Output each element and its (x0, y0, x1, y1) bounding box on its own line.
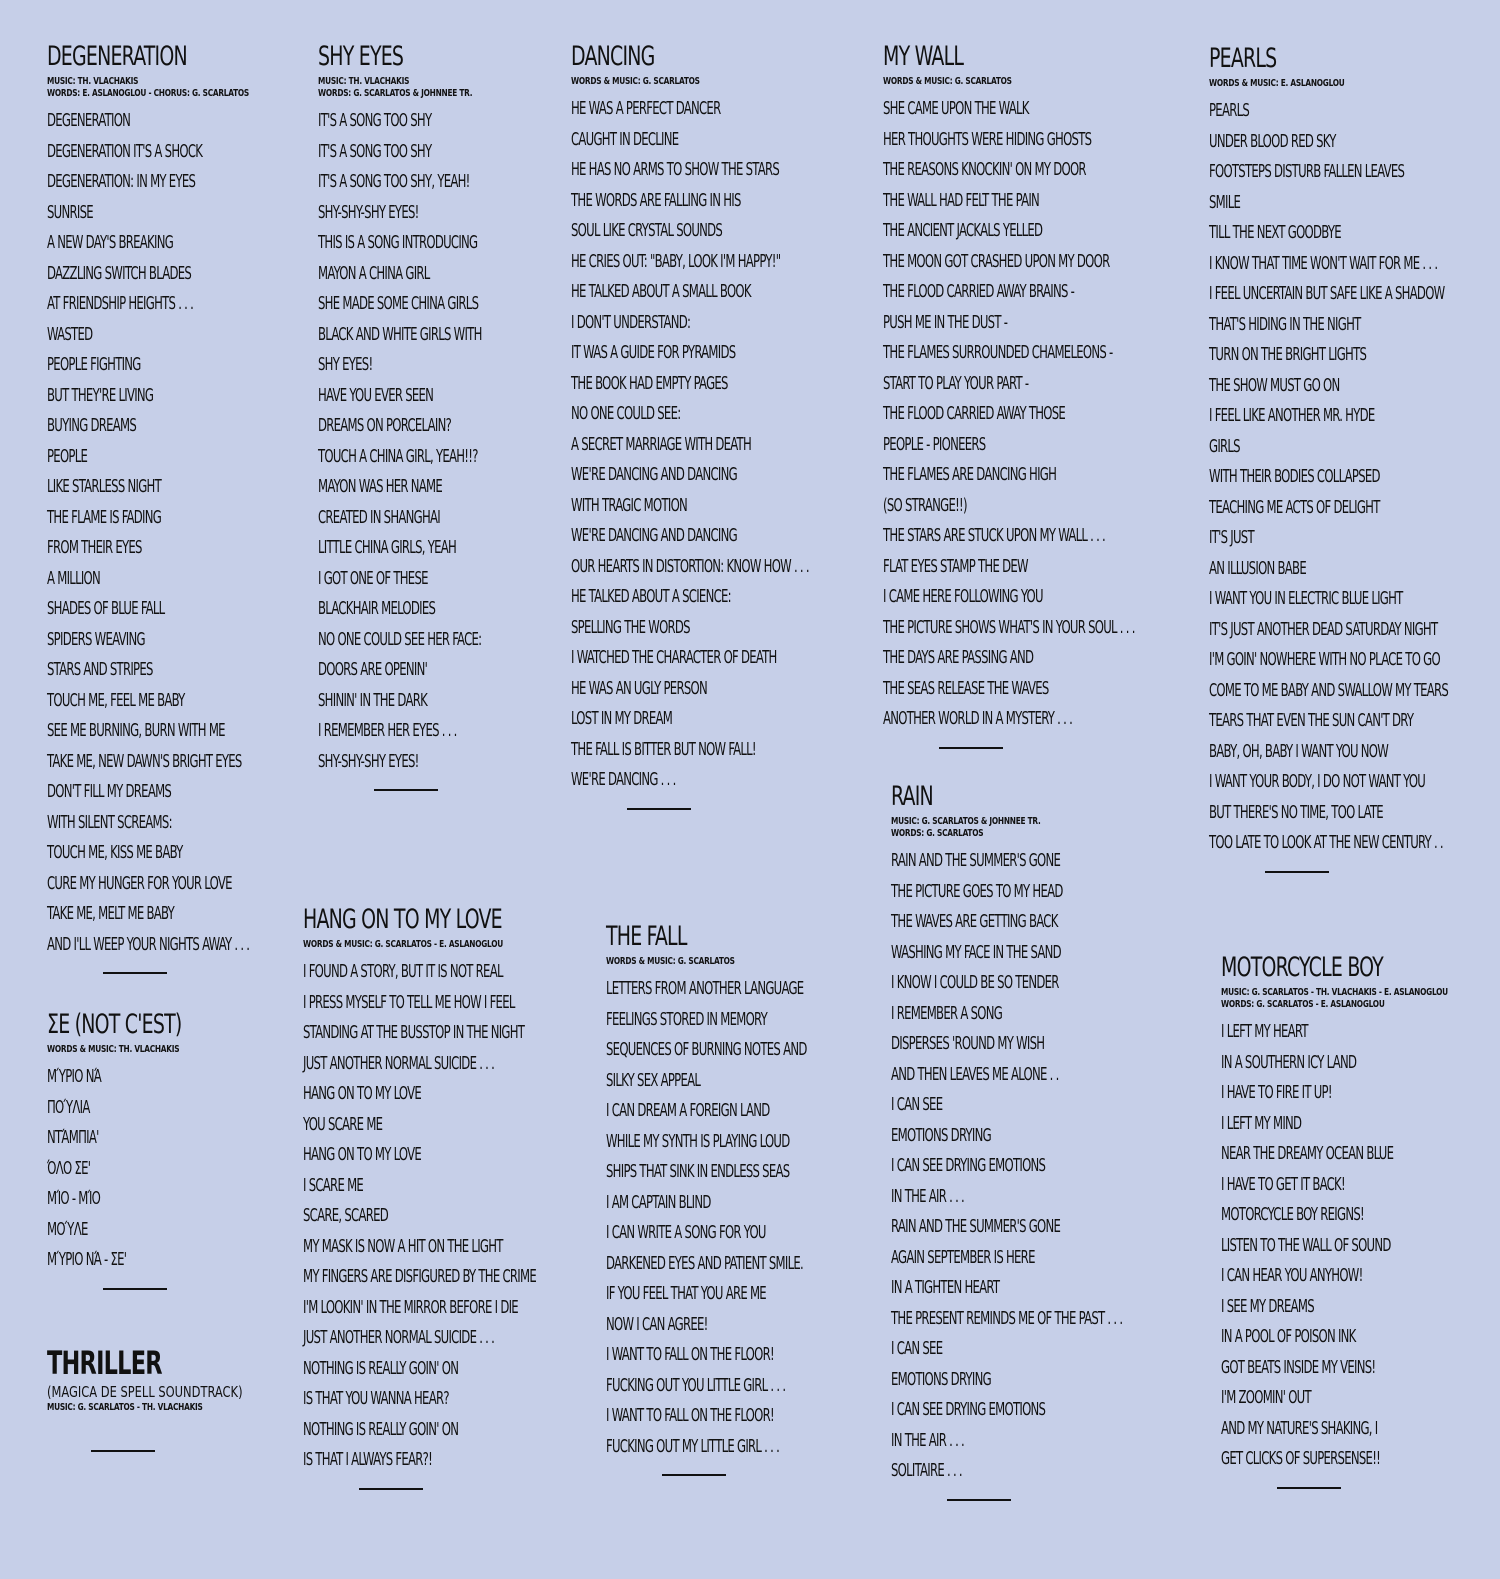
lyric-line: DEGENERATION (47, 110, 131, 131)
lyric-line: I'M LOOKIN' IN THE MIRROR BEFORE I DIE (303, 1296, 518, 1318)
lyric-line: DEGENERATION: IN MY EYES (47, 171, 196, 192)
lyric-line: NOTHING IS REALLY GOIN' ON (303, 1418, 459, 1440)
lyric-line: CREATED IN SHANGHAI (318, 506, 441, 528)
lyric-line: THE BOOK HAD EMPTY PAGES (571, 372, 728, 394)
lyric-line: TEACHING ME ACTS OF DELIGHT (1209, 496, 1380, 518)
lyric-line: HE WAS AN UGLY PERSON (571, 677, 707, 699)
lyric-line: WITH THEIR BODIES COLLAPSED (1209, 466, 1380, 487)
lyric-line: TOO LATE TO LOOK AT THE NEW CENTURY . . (1209, 832, 1443, 853)
lyric-line: I KNOW THAT TIME WON'T WAIT FOR ME . . . (1209, 252, 1438, 274)
lyric-line: A NEW DAY'S BREAKING (47, 232, 174, 253)
lyric-line: OUR HEARTS IN DISTORTION: KNOW HOW . . . (571, 555, 809, 577)
lyric-line: SEE ME BURNING, BURN WITH ME (47, 720, 225, 741)
lyric-line: WE'RE DANCING AND DANCING (571, 464, 737, 485)
lyric-line: A MILLION (47, 567, 101, 589)
song-thriller (47, 1346, 277, 1452)
credit-line: MUSIC: G. SCARLATOS & JOHNNEE TR. (891, 816, 1041, 827)
lyric-line: IT WAS A GUIDE FOR PYRAMIDS (571, 342, 736, 363)
lyric-line: NO ONE COULD SEE HER FACE: (318, 628, 482, 650)
lyric-line: I LEFT MY MIND (1221, 1112, 1302, 1134)
lyric-line: I SCARE ME (303, 1174, 364, 1196)
lyric-line: IN THE AIR . . . (891, 1185, 965, 1207)
lyric-line: SHE MADE SOME CHINA GIRLS (318, 293, 479, 314)
lyric-line: PEOPLE FIGHTING (47, 354, 141, 375)
lyrics (1209, 96, 1500, 859)
lyric-line: I SEE MY DREAMS (1221, 1295, 1314, 1317)
section-divider (359, 1488, 423, 1490)
lyric-line: MY FINGERS ARE DISFIGURED BY THE CRIME (303, 1266, 536, 1287)
lyric-line: FUCKING OUT YOU LITTLE GIRL . . . (606, 1374, 786, 1396)
section-divider (662, 1474, 726, 1476)
lyric-line: BUYING DREAMS (47, 415, 137, 436)
lyric-line: STARS AND STRIPES (47, 659, 153, 680)
song-title: RAIN (891, 781, 933, 812)
credit-line: MUSIC: G. SCARLATOS - TH. VLACHAKIS - E. ASLANOGLOU (1221, 987, 1448, 998)
lyric-line: NOTHING IS REALLY GOIN' ON (303, 1357, 459, 1379)
lyric-line: IT'S JUST ANOTHER DEAD SATURDAY NIGHT (1209, 618, 1438, 640)
lyric-line: WITH TRAGIC MOTION (571, 494, 688, 516)
lyric-line: IS THAT I ALWAYS FEAR?! (303, 1449, 433, 1470)
lyric-line: EMOTIONS DRYING (891, 1124, 991, 1146)
lyric-line: I AM CAPTAIN BLIND (606, 1191, 711, 1213)
lyric-line: THE FLAMES SURROUNDED CHAMELEONS - (883, 342, 1113, 363)
lyric-line: HER THOUGHTS WERE HIDING GHOSTS (883, 128, 1092, 150)
lyric-line: AND I'LL WEEP YOUR NIGHTS AWAY . . . (47, 933, 250, 955)
lyric-line: RAIN AND THE SUMMER'S GONE (891, 850, 1061, 871)
credit-line: WORDS & MUSIC: G. SCARLATOS - E. ASLANOGLOU (303, 939, 503, 950)
lyric-line: JUST ANOTHER NORMAL SUICIDE . . . (303, 1052, 495, 1074)
lyric-line: RAIN AND THE SUMMER'S GONE (891, 1216, 1061, 1237)
lyric-line: I LEFT MY HEART (1221, 1021, 1308, 1042)
lyric-line: AND THEN LEAVES ME ALONE . . (891, 1063, 1059, 1085)
lyric-line: THE WAVES ARE GETTING BACK (891, 911, 1058, 932)
lyric-line: I'M ZOOMIN' OUT (1221, 1387, 1311, 1408)
section-divider (103, 972, 167, 974)
song-title: ΣΕ (NOT C'EST) (47, 1009, 182, 1040)
lyric-line: FEELINGS STORED IN MEMORY (606, 1008, 767, 1030)
lyric-line: BLACKHAIR MELODIES (318, 598, 436, 619)
section-divider (91, 1450, 155, 1452)
lyric-line: I CAN SEE (891, 1338, 943, 1359)
lyric-line: MY MASK IS NOW A HIT ON THE LIGHT (303, 1235, 503, 1257)
lyric-line: ΌΛΟ ΣΕ' (47, 1157, 91, 1179)
lyric-line: SHY-SHY-SHY EYES! (318, 750, 419, 772)
lyric-line: NOW I CAN AGREE! (606, 1313, 708, 1335)
song-title: MOTORCYCLE BOY (1221, 952, 1383, 983)
lyric-line: THE WORDS ARE FALLING IN HIS (571, 189, 741, 211)
lyrics (47, 106, 328, 960)
lyric-line: DAZZLING SWITCH BLADES (47, 262, 192, 284)
lyric-line: PEOPLE - PIONEERS (883, 433, 986, 455)
lyric-line: STANDING AT THE BUSSTOP IN THE NIGHT (303, 1022, 525, 1043)
lyric-line: I CAN SEE (891, 1094, 943, 1115)
song-title: SHY EYES (318, 41, 404, 72)
lyric-line: TURN ON THE BRIGHT LIGHTS (1209, 344, 1367, 365)
lyric-line: THE WALL HAD FELT THE PAIN (883, 189, 1040, 211)
credit-line: WORDS & MUSIC: G. SCARLATOS (606, 956, 735, 967)
lyric-line: SOUL LIKE CRYSTAL SOUNDS (571, 220, 723, 241)
lyric-line: THAT'S HIDING IN THE NIGHT (1209, 313, 1361, 335)
lyric-line: IT'S A SONG TOO SHY (318, 110, 432, 131)
song-credits (47, 1044, 219, 1056)
lyric-line: SPELLING THE WORDS (571, 616, 690, 638)
lyric-line: THE FLOOD CARRIED AWAY THOSE (883, 403, 1066, 424)
lyric-line: ΜΎΡΙΟ ΝΆ - ΣΕ' (47, 1249, 127, 1270)
credit-line: WORDS: G. SCARLATOS - E. ASLANOGLOU (1221, 999, 1385, 1010)
lyric-line: I WANT YOU IN ELECTRIC BLUE LIGHT (1209, 588, 1403, 609)
lyric-line: I FEEL LIKE ANOTHER MR. HYDE (1209, 405, 1375, 426)
lyric-line: ΜΎΡΙΟ ΝΆ (47, 1066, 102, 1087)
lyric-line: SHE CAME UPON THE WALK (883, 98, 1029, 119)
lyric-line: PEARLS (1209, 100, 1250, 121)
lyric-line: TOUCH ME, FEEL ME BABY (47, 689, 185, 711)
song-se-not-cest (47, 1008, 219, 1290)
lyric-line: I DON'T UNDERSTAND: (571, 311, 691, 333)
lyrics (571, 94, 901, 796)
lyrics (303, 957, 627, 1476)
lyric-line: THE SHOW MUST GO ON (1209, 374, 1340, 396)
song-title: PEARLS (1209, 43, 1277, 74)
song-credits (606, 956, 885, 968)
lyric-line: ΜΟΎΛΕ (47, 1218, 88, 1240)
section-divider (103, 1288, 167, 1290)
lyric-line: THE MOON GOT CRASHED UPON MY DOOR (883, 250, 1110, 272)
lyric-line: WITH SILENT SCREAMS: (47, 811, 172, 833)
lyric-line: WHILE MY SYNTH IS PLAYING LOUD (606, 1130, 790, 1152)
lyric-line: FOOTSTEPS DISTURB FALLEN LEAVES (1209, 161, 1405, 182)
lyric-line: IS THAT YOU WANNA HEAR? (303, 1388, 449, 1409)
song-hang-on-to-my-love (303, 903, 627, 1490)
credit-line: WORDS & MUSIC: G. SCARLATOS (883, 76, 1012, 87)
lyric-line: IN A SOUTHERN ICY LAND (1221, 1051, 1357, 1073)
credit-line: MUSIC: TH. VLACHAKIS (47, 76, 139, 87)
lyric-line: I FOUND A STORY, BUT IT IS NOT REAL (303, 961, 503, 982)
lyrics (318, 106, 545, 777)
song-credits (47, 1402, 277, 1414)
lyric-line: SCARE, SCARED (303, 1205, 389, 1226)
lyric-line: IT'S A SONG TOO SHY, YEAH! (318, 171, 470, 192)
lyric-line: FROM THEIR EYES (47, 537, 142, 558)
song-rain (891, 780, 1212, 1501)
lyric-line: (SO STRANGE!!) (883, 494, 967, 516)
lyric-line: I WANT YOUR BODY, I DO NOT WANT YOU (1209, 771, 1426, 792)
song-dancing (571, 40, 901, 810)
lyric-line: I CAN SEE DRYING EMOTIONS (891, 1399, 1046, 1420)
lyric-line: WE'RE DANCING . . . (571, 769, 676, 790)
lyric-line: THE SEAS RELEASE THE WAVES (883, 677, 1049, 699)
lyric-line: LIKE STARLESS NIGHT (47, 476, 162, 497)
lyric-line: DON'T FILL MY DREAMS (47, 781, 172, 802)
lyric-line: THIS IS A SONG INTRODUCING (318, 232, 478, 253)
lyric-line: TOUCH A CHINA GIRL, YEAH!!? (318, 445, 478, 467)
lyric-line: HE HAS NO ARMS TO SHOW THE STARS (571, 159, 780, 180)
lyric-line: ΝΤΆΜΠΙΑ' (47, 1127, 99, 1148)
lyric-line: THE PICTURE SHOWS WHAT'S IN YOUR SOUL . . . (883, 616, 1135, 638)
lyric-line: SHY-SHY-SHY EYES! (318, 201, 419, 223)
lyric-line: DARKENED EYES AND PATIENT SMILE. (606, 1252, 803, 1274)
lyric-line: I WATCHED THE CHARACTER OF DEATH (571, 647, 777, 668)
song-the-fall (606, 920, 885, 1476)
lyric-line: SHININ' IN THE DARK (318, 689, 428, 711)
lyric-line: GOT BEATS INSIDE MY VEINS! (1221, 1356, 1376, 1378)
lyric-line: BABY, OH, BABY I WANT YOU NOW (1209, 740, 1389, 762)
song-title: MY WALL (883, 41, 964, 72)
lyric-line: IN A POOL OF POISON INK (1221, 1326, 1356, 1347)
lyric-line: I GOT ONE OF THESE (318, 567, 428, 589)
lyric-line: I CAN HEAR YOU ANYHOW! (1221, 1265, 1363, 1286)
lyric-line: THE PRESENT REMINDS ME OF THE PAST . . . (891, 1307, 1123, 1329)
section-divider (947, 1499, 1011, 1501)
lyric-line: I PRESS MYSELF TO TELL ME HOW I FEEL (303, 991, 515, 1013)
lyric-line: SOLITAIRE . . . (891, 1460, 962, 1481)
song-title: DEGENERATION (47, 41, 187, 72)
lyric-line: BLACK AND WHITE GIRLS WITH (318, 323, 482, 345)
lyric-line: NO ONE COULD SEE: (571, 403, 681, 424)
lyric-line: I FEEL UNCERTAIN BUT SAFE LIKE A SHADOW (1209, 283, 1445, 304)
lyric-line: WASHING MY FACE IN THE SAND (891, 941, 1061, 963)
lyric-line: LETTERS FROM ANOTHER LANGUAGE (606, 978, 804, 999)
lyric-line: IN A TIGHTEN HEART (891, 1277, 1000, 1298)
lyrics (47, 1062, 219, 1276)
lyrics (1221, 1017, 1498, 1475)
song-title: THRILLER (47, 1344, 162, 1382)
lyric-line: THE FALL IS BITTER BUT NOW FALL! (571, 738, 756, 760)
lyric-line: TILL THE NEXT GOODBYE (1209, 222, 1341, 243)
lyric-line: I WANT TO FALL ON THE FLOOR! (606, 1405, 774, 1426)
lyric-line: SHY EYES! (318, 354, 373, 375)
lyric-line: SHIPS THAT SINK IN ENDLESS SEAS (606, 1161, 790, 1182)
song-pearls (1209, 42, 1500, 873)
lyric-line: HE WAS A PERFECT DANCER (571, 98, 721, 119)
song-credits (883, 76, 1233, 88)
lyric-line: BUT THERE'S NO TIME, TOO LATE (1209, 801, 1383, 823)
lyric-line: SEQUENCES OF BURNING NOTES AND (606, 1039, 807, 1060)
song-credits (47, 76, 328, 100)
lyric-line: AN ILLUSION BABE (1209, 557, 1306, 579)
lyric-line: MOTORCYCLE BOY REIGNS! (1221, 1204, 1364, 1225)
lyric-line: DEGENERATION IT'S A SHOCK (47, 140, 203, 162)
lyric-line: IT'S A SONG TOO SHY (318, 140, 432, 162)
lyric-line: COME TO ME BABY AND SWALLOW MY TEARS (1209, 679, 1449, 701)
lyric-line: THE FLOOD CARRIED AWAY BRAINS - (883, 281, 1075, 302)
lyric-line: HANG ON TO MY LOVE (303, 1144, 422, 1165)
lyric-line: A SECRET MARRIAGE WITH DEATH (571, 433, 751, 455)
lyric-line: MAYON A CHINA GIRL (318, 262, 430, 284)
lyric-line: IF YOU FEEL THAT YOU ARE ME (606, 1283, 766, 1304)
lyric-line: GIRLS (1209, 435, 1240, 457)
lyric-line: JUST ANOTHER NORMAL SUICIDE . . . (303, 1327, 495, 1348)
lyric-line: UNDER BLOOD RED SKY (1209, 130, 1336, 152)
lyric-line: HANG ON TO MY LOVE (303, 1083, 422, 1104)
lyric-line: HE CRIES OUT: "BABY, LOOK I'M HAPPY!" (571, 250, 781, 272)
lyric-line: THE DAYS ARE PASSING AND (883, 647, 1034, 668)
lyric-line: EMOTIONS DRYING (891, 1368, 991, 1390)
lyric-line: HE TALKED ABOUT A SMALL BOOK (571, 281, 751, 302)
lyric-line: IN THE AIR . . . (891, 1429, 965, 1451)
lyric-line: HAVE YOU EVER SEEN (318, 384, 434, 406)
song-credits (1209, 78, 1500, 90)
section-divider (939, 747, 1003, 749)
credit-line: WORDS & MUSIC: TH. VLACHAKIS (47, 1044, 180, 1055)
lyric-line: LITTLE CHINA GIRLS, YEAH (318, 537, 457, 558)
lyric-line: GET CLICKS OF SUPERSENSE!! (1221, 1448, 1381, 1469)
song-shy-eyes (318, 40, 545, 791)
song-credits (891, 816, 1212, 840)
lyrics (883, 94, 1233, 735)
song-title: HANG ON TO MY LOVE (303, 904, 502, 935)
lyric-line: PEOPLE (47, 445, 88, 467)
lyric-line: I CAN SEE DRYING EMOTIONS (891, 1155, 1046, 1176)
song-my-wall (883, 40, 1233, 749)
lyric-line: AND MY NATURE'S SHAKING, I (1221, 1417, 1378, 1439)
song-credits (571, 76, 901, 88)
lyric-line: I HAVE TO GET IT BACK! (1221, 1173, 1345, 1195)
lyric-line: CURE MY HUNGER FOR YOUR LOVE (47, 872, 232, 894)
section-divider (1265, 871, 1329, 873)
song-credits (318, 76, 545, 100)
lyric-line: I REMEMBER A SONG (891, 1002, 1003, 1024)
song-title: DANCING (571, 41, 655, 72)
credit-line: MUSIC: G. SCARLATOS - TH. VLACHAKIS (47, 1402, 203, 1413)
song-motorcycle-boy (1221, 951, 1498, 1489)
lyric-line: THE STARS ARE STUCK UPON MY WALL . . . (883, 525, 1106, 546)
lyric-line: THE FLAME IS FADING (47, 506, 162, 528)
song-credits (303, 939, 627, 951)
lyric-line: NEAR THE DREAMY OCEAN BLUE (1221, 1143, 1394, 1164)
lyric-line: SPIDERS WEAVING (47, 628, 145, 650)
lyric-line: HE TALKED ABOUT A SCIENCE: (571, 586, 731, 607)
credit-line: WORDS & MUSIC: G. SCARLATOS (571, 76, 700, 87)
lyrics (606, 974, 885, 1462)
credit-line: WORDS: G. SCARLATOS & JOHNNEE TR. (318, 88, 473, 99)
lyric-line: WE'RE DANCING AND DANCING (571, 525, 737, 546)
lyric-line: LISTEN TO THE WALL OF SOUND (1221, 1234, 1391, 1256)
lyric-line: DREAMS ON PORCELAIN? (318, 415, 452, 436)
lyric-line: I'M GOIN' NOWHERE WITH NO PLACE TO GO (1209, 649, 1440, 670)
lyric-line: LOST IN MY DREAM (571, 708, 673, 729)
lyric-line: ΠΟΎΛΙΑ (47, 1096, 90, 1118)
song-credits (1221, 987, 1498, 1011)
song-degeneration (47, 40, 328, 974)
lyric-line: START TO PLAY YOUR PART - (883, 372, 1029, 394)
lyric-line: SILKY SEX APPEAL (606, 1069, 701, 1091)
lyric-line: I REMEMBER HER EYES . . . (318, 720, 457, 741)
lyric-line: PUSH ME IN THE DUST - (883, 311, 1008, 333)
credit-line: MUSIC: TH. VLACHAKIS (318, 76, 410, 87)
lyric-line: DOORS ARE OPENIN' (318, 659, 428, 680)
lyric-line: IT'S JUST (1209, 527, 1254, 548)
lyric-line: MAYON WAS HER NAME (318, 476, 443, 497)
lyric-line: WASTED (47, 323, 93, 345)
lyric-line: FUCKING OUT MY LITTLE GIRL . . . (606, 1435, 780, 1457)
lyric-line: ΜΊΟ - ΜΊΟ (47, 1188, 101, 1209)
lyric-line: TEARS THAT EVEN THE SUN CAN'T DRY (1209, 710, 1414, 731)
lyric-line: BUT THEY'RE LIVING (47, 384, 154, 406)
lyric-line: YOU SCARE ME (303, 1113, 383, 1135)
lyric-line: I WANT TO FALL ON THE FLOOR! (606, 1344, 774, 1365)
lyric-line: SUNRISE (47, 201, 93, 223)
lyric-line: SMILE (1209, 191, 1241, 213)
credit-line: WORDS: G. SCARLATOS (891, 828, 984, 839)
lyric-line: AT FRIENDSHIP HEIGHTS . . . (47, 293, 194, 314)
lyric-line: TAKE ME, MELT ME BABY (47, 903, 174, 924)
lyric-line: AGAIN SEPTEMBER IS HERE (891, 1246, 1035, 1268)
lyric-line: TAKE ME, NEW DAWN'S BRIGHT EYES (47, 750, 242, 772)
credit-line: WORDS: E. ASLANOGLOU - CHORUS: G. SCARLATOS (47, 88, 249, 99)
lyric-line: I CAN WRITE A SONG FOR YOU (606, 1222, 766, 1243)
lyric-line: THE ANCIENT JACKALS YELLED (883, 220, 1043, 241)
lyric-line: TOUCH ME, KISS ME BABY (47, 842, 183, 863)
credit-line: WORDS & MUSIC: E. ASLANOGLOU (1209, 78, 1345, 89)
lyric-line: I KNOW I COULD BE SO TENDER (891, 972, 1059, 993)
song-subtitle: (MAGICA DE SPELL SOUNDTRACK) (47, 1383, 243, 1401)
lyric-line: I CAN DREAM A FOREIGN LAND (606, 1100, 770, 1121)
lyric-line: FLAT EYES STAMP THE DEW (883, 555, 1028, 577)
section-divider (374, 789, 438, 791)
lyric-line: THE FLAMES ARE DANCING HIGH (883, 464, 1057, 485)
lyric-line: I CAME HERE FOLLOWING YOU (883, 586, 1043, 607)
lyric-line: THE REASONS KNOCKIN' ON MY DOOR (883, 159, 1086, 180)
lyrics (891, 846, 1212, 1487)
lyric-line: I HAVE TO FIRE IT UP! (1221, 1082, 1332, 1103)
lyric-line: THE PICTURE GOES TO MY HEAD (891, 880, 1063, 902)
song-title: THE FALL (606, 921, 687, 952)
section-divider (1277, 1487, 1341, 1489)
lyric-line: DISPERSES 'ROUND MY WISH (891, 1033, 1045, 1054)
lyric-line: SHADES OF BLUE FALL (47, 598, 165, 619)
lyric-line: ANOTHER WORLD IN A MYSTERY . . . (883, 708, 1073, 729)
lyric-line: CAUGHT IN DECLINE (571, 128, 679, 150)
section-divider (627, 808, 691, 810)
